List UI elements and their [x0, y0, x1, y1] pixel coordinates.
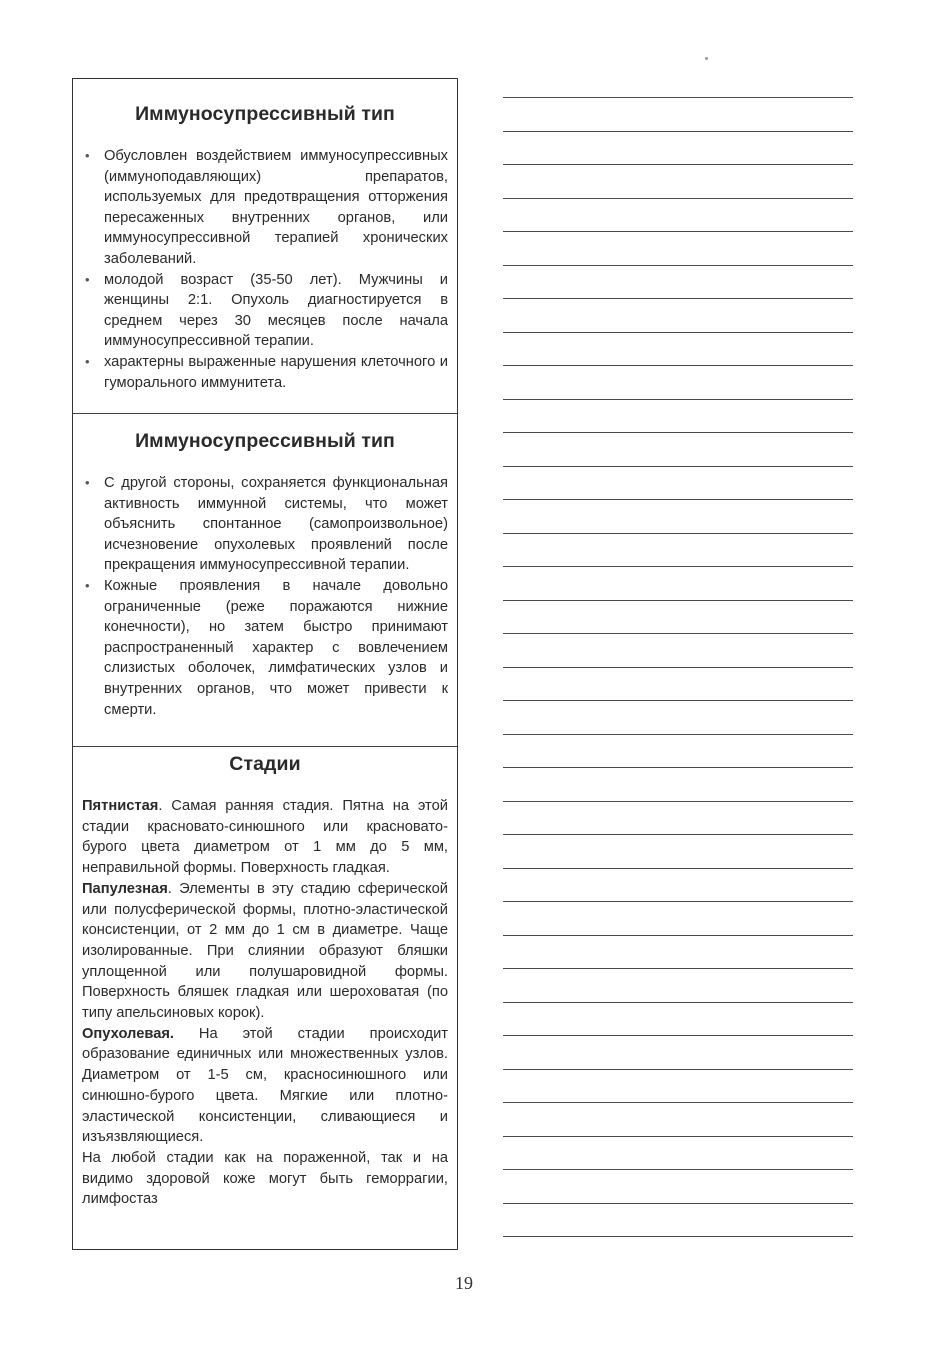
- bullet-item: • С другой стороны, сохраняется функциональная активность иммунной системы, что может объяснить спонтанное (самопроизвольное) исчезновение опухолевых проявлений после прекращения иммуносупрессивной терапии.: [82, 473, 448, 576]
- bullet-list: [82, 146, 448, 393]
- note-line: [503, 432, 853, 433]
- notes-lines: [503, 97, 853, 1247]
- stage-term: Опухолевая.: [82, 1025, 175, 1042]
- bullet-item: • Кожные проявления в начале довольно ограниченные (реже поражаются нижние конечности), но затем быстро принимают распространенный характер с вовлечением слизистых оболочек, лимфатических узлов и внутренних органов, что может привести к смерти.: [82, 576, 448, 720]
- note-line: [503, 1236, 853, 1237]
- stage-paragraph: [82, 879, 448, 1024]
- stage-paragraph: [82, 1024, 448, 1148]
- slide-immunosuppressive-2: [73, 413, 457, 746]
- note-line: [503, 533, 853, 534]
- note-line: [503, 868, 853, 869]
- note-line: [503, 1203, 853, 1204]
- slide-title: Стадии: [229, 753, 301, 775]
- note-line: [503, 1069, 853, 1070]
- stages-list: [82, 796, 448, 1210]
- note-line: [503, 633, 853, 634]
- bullet-list: [82, 473, 448, 720]
- note-line: [503, 1136, 853, 1137]
- note-line: [503, 801, 853, 802]
- page-number: 19: [455, 1273, 473, 1293]
- bullet-item: • характерны выраженные нарушения клеточного и гуморального иммунитета.: [82, 352, 448, 393]
- slide-title: Иммуносупрессивный тип: [135, 103, 395, 125]
- note-line: [503, 332, 853, 333]
- note-line: [503, 767, 853, 768]
- note-line: [503, 1035, 853, 1036]
- note-line: [503, 265, 853, 266]
- stage-text: На этой стадии происходит образование единичных или множественных узлов. Диаметром от 1-5 см, красносинюшного или синюшно-бурого цвета. Мягкие или плотно-эластической консистенции, сливающиеся и изъязвляющиеся.: [82, 1025, 448, 1146]
- note-line: [503, 1002, 853, 1003]
- note-line: [503, 298, 853, 299]
- slides-column: [72, 78, 458, 1250]
- stage-paragraph: [82, 1148, 448, 1210]
- slide-immunosuppressive-1: [73, 79, 457, 413]
- note-line: [503, 734, 853, 735]
- stage-text: На любой стадии как на пораженной, так и на видимо здоровой коже могут быть геморрагии, лимфостаз: [82, 1149, 448, 1208]
- stage-term: Папулезная: [82, 880, 168, 897]
- note-line: [503, 667, 853, 668]
- note-line: [503, 466, 853, 467]
- bullet-item: • Обусловлен воздействием иммуносупрессивных (иммуноподавляющих) препаратов, используемых для предотвращения отторжения пересаженных внутренних органов, или иммуносупрессивной терапией хронических заболеваний.: [82, 146, 448, 270]
- slide-stages: [73, 746, 457, 1250]
- note-line: [503, 600, 853, 601]
- note-line: [503, 399, 853, 400]
- note-line: [503, 231, 853, 232]
- slide-title: Иммуносупрессивный тип: [135, 430, 395, 452]
- stage-term: Пятнистая: [82, 798, 159, 814]
- note-line: [503, 365, 853, 366]
- note-line: [503, 700, 853, 701]
- stage-paragraph: [82, 796, 448, 879]
- note-line: [503, 1102, 853, 1103]
- stage-text: . Элементы в эту стадию сферической или полусферической формы, плотно-эластической консистенции, от 2 мм до 1 см в диаметре. Чаще изолированные. При слиянии образуют бляшки уплощенной или полушаровидной формы. Поверхность бляшек гладкая или шероховатая (по типу апельсиновых корок).: [82, 880, 448, 1022]
- note-line: [503, 834, 853, 835]
- bullet-item: • молодой возраст (35-50 лет). Мужчины и женщины 2:1. Опухоль диагностируется в среднем через 30 месяцев после начала иммуносупрессивной терапии.: [82, 270, 448, 352]
- note-line: [503, 97, 853, 98]
- note-line: [503, 1169, 853, 1170]
- note-line: [503, 935, 853, 936]
- note-line: [503, 198, 853, 199]
- note-line: [503, 566, 853, 567]
- scan-speck: [705, 57, 708, 60]
- note-line: [503, 901, 853, 902]
- note-line: [503, 131, 853, 132]
- note-line: [503, 164, 853, 165]
- note-line: [503, 968, 853, 969]
- note-line: [503, 499, 853, 500]
- stage-text: . Самая ранняя стадия. Пятна на этой стадии красновато-синюшного или красновато-бурого цвета диаметром от 1 мм до 5 мм, неправильной формы. Поверхность гладкая.: [82, 798, 448, 877]
